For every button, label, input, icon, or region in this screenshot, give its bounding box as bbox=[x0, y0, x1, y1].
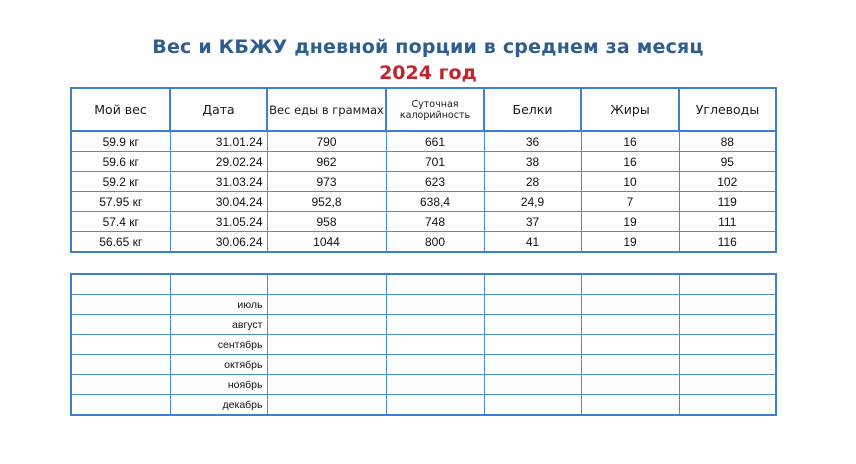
header-carbs: Углеводы bbox=[679, 88, 776, 131]
cell-protein: 38 bbox=[484, 152, 581, 172]
cell-food-weight: 952,8 bbox=[267, 192, 386, 212]
month-label: октябрь bbox=[170, 355, 267, 375]
month-label: ноябрь bbox=[170, 375, 267, 395]
month-label bbox=[170, 274, 267, 295]
table-row bbox=[71, 212, 776, 232]
cell-weight: 59.6 кг bbox=[71, 152, 170, 172]
month-label: август bbox=[170, 315, 267, 335]
cell-calories: 800 bbox=[386, 232, 484, 253]
month-row bbox=[71, 375, 776, 395]
header-calories: Суточная калорийность bbox=[386, 88, 484, 131]
cell-weight: 57.95 кг bbox=[71, 192, 170, 212]
month-label: декабрь bbox=[170, 395, 267, 416]
table-row bbox=[71, 172, 776, 192]
cell-protein: 41 bbox=[484, 232, 581, 253]
cell-food-weight: 962 bbox=[267, 152, 386, 172]
cell-weight: 59.2 кг bbox=[71, 172, 170, 192]
month-row bbox=[71, 355, 776, 375]
cell-calories: 661 bbox=[386, 131, 484, 152]
cell-food-weight: 1044 bbox=[267, 232, 386, 253]
month-row bbox=[71, 315, 776, 335]
cell-food-weight: 958 bbox=[267, 212, 386, 232]
month-row bbox=[71, 274, 776, 295]
cell-date: 31.03.24 bbox=[170, 172, 267, 192]
cell-fat: 7 bbox=[581, 192, 679, 212]
cell-carbs: 102 bbox=[679, 172, 776, 192]
data-table bbox=[70, 87, 777, 253]
table-row bbox=[71, 232, 776, 253]
cell-date: 31.01.24 bbox=[170, 131, 267, 152]
cell-date: 31.05.24 bbox=[170, 212, 267, 232]
cell-calories: 701 bbox=[386, 152, 484, 172]
cell-weight: 57.4 кг bbox=[71, 212, 170, 232]
cell-calories: 638,4 bbox=[386, 192, 484, 212]
month-row bbox=[71, 335, 776, 355]
cell-date: 29.02.24 bbox=[170, 152, 267, 172]
header-weight: Мой вес bbox=[71, 88, 170, 131]
table-row bbox=[71, 152, 776, 172]
cell-calories: 623 bbox=[386, 172, 484, 192]
month-row bbox=[71, 395, 776, 416]
month-row bbox=[71, 295, 776, 315]
header-fat: Жиры bbox=[581, 88, 679, 131]
cell-date: 30.06.24 bbox=[170, 232, 267, 253]
cell-carbs: 119 bbox=[679, 192, 776, 212]
table-row bbox=[71, 131, 776, 152]
months-table bbox=[70, 273, 777, 416]
cell-carbs: 88 bbox=[679, 131, 776, 152]
cell-weight: 59.9 кг bbox=[71, 131, 170, 152]
cell-carbs: 95 bbox=[679, 152, 776, 172]
cell-fat: 16 bbox=[581, 152, 679, 172]
cell-calories: 748 bbox=[386, 212, 484, 232]
header-date: Дата bbox=[170, 88, 267, 131]
header-row bbox=[71, 88, 776, 131]
cell-date: 30.04.24 bbox=[170, 192, 267, 212]
cell-fat: 19 bbox=[581, 212, 679, 232]
cell-protein: 37 bbox=[484, 212, 581, 232]
cell-food-weight: 973 bbox=[267, 172, 386, 192]
cell-protein: 28 bbox=[484, 172, 581, 192]
cell-carbs: 111 bbox=[679, 212, 776, 232]
cell-protein: 24,9 bbox=[484, 192, 581, 212]
page-title: Вес и КБЖУ дневной порции в среднем за месяц bbox=[152, 36, 704, 58]
cell-protein: 36 bbox=[484, 131, 581, 152]
cell-fat: 16 bbox=[581, 131, 679, 152]
month-label: июль bbox=[170, 295, 267, 315]
cell-weight: 56.65 кг bbox=[71, 232, 170, 253]
table-row bbox=[71, 192, 776, 212]
cell-food-weight: 790 bbox=[267, 131, 386, 152]
header-protein: Белки bbox=[484, 88, 581, 131]
cell-fat: 19 bbox=[581, 232, 679, 253]
month-label: сентябрь bbox=[170, 335, 267, 355]
year-subtitle: 2024 год bbox=[379, 62, 477, 84]
cell-carbs: 116 bbox=[679, 232, 776, 253]
cell-fat: 10 bbox=[581, 172, 679, 192]
header-food-weight: Вес еды в граммах bbox=[267, 88, 386, 131]
